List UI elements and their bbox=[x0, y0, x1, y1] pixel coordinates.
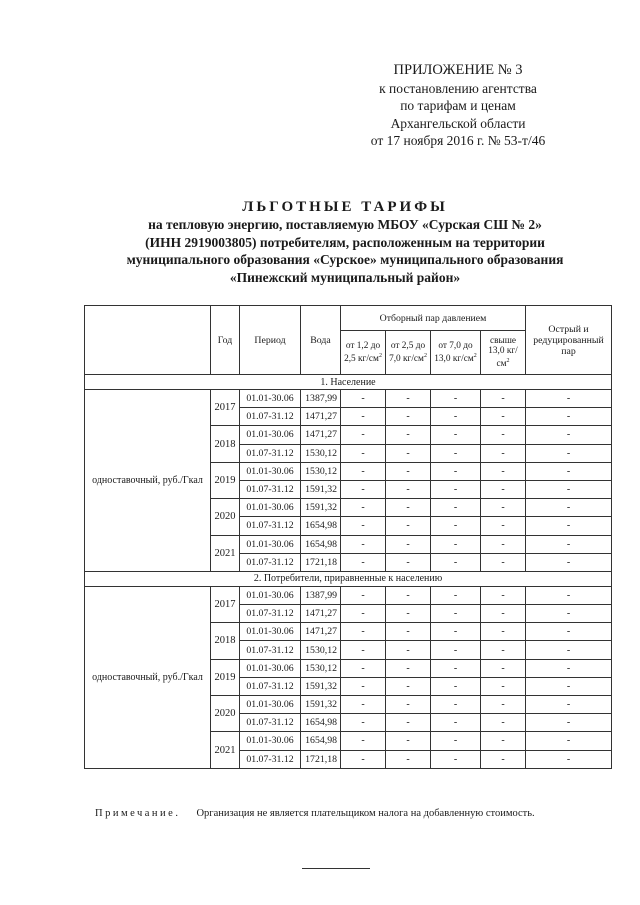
appendix-line: к постановлению агентства bbox=[379, 80, 537, 96]
steam-2-value: - bbox=[386, 750, 431, 768]
year-cell: 2021 bbox=[211, 535, 240, 571]
period-cell: 01.01-30.06 bbox=[240, 659, 301, 677]
period-cell: 01.01-30.06 bbox=[240, 732, 301, 750]
tariff-body bbox=[85, 375, 612, 769]
steam-2-value: - bbox=[386, 659, 431, 677]
header-period: Период bbox=[240, 306, 301, 375]
steam-2-value: - bbox=[386, 696, 431, 714]
period-cell: 01.07-31.12 bbox=[240, 517, 301, 535]
steam-1-value: - bbox=[341, 714, 386, 732]
steam-3-value: - bbox=[431, 714, 481, 732]
steam-1-value: - bbox=[341, 696, 386, 714]
period-cell: 01.01-30.06 bbox=[240, 696, 301, 714]
sharp-steam-value: - bbox=[526, 714, 612, 732]
steam-4-value: - bbox=[481, 444, 526, 462]
sharp-steam-value: - bbox=[526, 499, 612, 517]
note-text: Организация не является плательщиком налога на добавленную стоимость. bbox=[196, 808, 535, 819]
sharp-steam-value: - bbox=[526, 535, 612, 553]
section-title: 2. Потребители, приравненные к населению bbox=[85, 571, 612, 586]
steam-3-value: - bbox=[431, 408, 481, 426]
period-cell: 01.07-31.12 bbox=[240, 605, 301, 623]
steam-1-value: - bbox=[341, 553, 386, 571]
header-steam-1-text: от 1,2 до 2,5 кг/см bbox=[344, 340, 381, 365]
water-value: 1530,12 bbox=[301, 444, 341, 462]
steam-2-value: - bbox=[386, 714, 431, 732]
steam-4-value: - bbox=[481, 499, 526, 517]
sharp-steam-value: - bbox=[526, 517, 612, 535]
sharp-steam-value: - bbox=[526, 750, 612, 768]
steam-1-value: - bbox=[341, 750, 386, 768]
sharp-steam-value: - bbox=[526, 553, 612, 571]
steam-3-value: - bbox=[431, 390, 481, 408]
table-row bbox=[85, 586, 612, 604]
steam-3-value: - bbox=[431, 535, 481, 553]
header-sharp-steam: Острый и редуцированный пар bbox=[526, 306, 612, 375]
title-line: муниципального образования «Сурское» муниципального образования bbox=[126, 252, 564, 267]
water-value: 1591,32 bbox=[301, 499, 341, 517]
title-heading: ЛЬГОТНЫЕ ТАРИФЫ bbox=[242, 199, 448, 215]
year-cell: 2018 bbox=[211, 623, 240, 659]
period-cell: 01.07-31.12 bbox=[240, 553, 301, 571]
steam-3-value: - bbox=[431, 462, 481, 480]
year-cell: 2018 bbox=[211, 426, 240, 462]
year-cell: 2020 bbox=[211, 499, 240, 535]
steam-3-value: - bbox=[431, 605, 481, 623]
steam-2-value: - bbox=[386, 732, 431, 750]
steam-1-value: - bbox=[341, 586, 386, 604]
period-cell: 01.07-31.12 bbox=[240, 480, 301, 498]
superscript: 2 bbox=[506, 357, 510, 364]
steam-1-value: - bbox=[341, 677, 386, 695]
section-title: 1. Население bbox=[85, 375, 612, 390]
sharp-steam-value: - bbox=[526, 426, 612, 444]
signature-line bbox=[302, 868, 370, 869]
steam-4-value: - bbox=[481, 641, 526, 659]
sharp-steam-value: - bbox=[526, 677, 612, 695]
steam-1-value: - bbox=[341, 535, 386, 553]
steam-1-value: - bbox=[341, 390, 386, 408]
water-value: 1387,99 bbox=[301, 390, 341, 408]
steam-2-value: - bbox=[386, 677, 431, 695]
steam-3-value: - bbox=[431, 641, 481, 659]
steam-2-value: - bbox=[386, 480, 431, 498]
header-steam-group: Отборный пар давлением bbox=[341, 306, 526, 331]
steam-3-value: - bbox=[431, 480, 481, 498]
steam-2-value: - bbox=[386, 408, 431, 426]
period-cell: 01.01-30.06 bbox=[240, 426, 301, 444]
steam-1-value: - bbox=[341, 408, 386, 426]
steam-4-value: - bbox=[481, 408, 526, 426]
steam-1-value: - bbox=[341, 480, 386, 498]
document-title bbox=[80, 198, 610, 286]
sharp-steam-value: - bbox=[526, 390, 612, 408]
steam-2-value: - bbox=[386, 390, 431, 408]
steam-2-value: - bbox=[386, 517, 431, 535]
steam-4-value: - bbox=[481, 623, 526, 641]
sharp-steam-value: - bbox=[526, 605, 612, 623]
period-cell: 01.07-31.12 bbox=[240, 444, 301, 462]
header-steam-3-text: от 7,0 до 13,0 кг/см bbox=[434, 340, 474, 365]
appendix-date: от 17 ноября 2016 г. № 53-т/46 bbox=[370, 133, 546, 148]
steam-1-value: - bbox=[341, 605, 386, 623]
steam-2-value: - bbox=[386, 535, 431, 553]
steam-4-value: - bbox=[481, 696, 526, 714]
sharp-steam-value: - bbox=[526, 641, 612, 659]
water-value: 1654,98 bbox=[301, 517, 341, 535]
water-value: 1471,27 bbox=[301, 408, 341, 426]
steam-3-value: - bbox=[431, 659, 481, 677]
steam-3-value: - bbox=[431, 623, 481, 641]
header-steam-3 bbox=[431, 331, 481, 375]
tariff-table bbox=[84, 305, 612, 769]
steam-3-value: - bbox=[431, 696, 481, 714]
water-value: 1530,12 bbox=[301, 462, 341, 480]
period-cell: 01.01-30.06 bbox=[240, 390, 301, 408]
period-cell: 01.07-31.12 bbox=[240, 408, 301, 426]
water-value: 1591,32 bbox=[301, 677, 341, 695]
appendix-number: ПРИЛОЖЕНИЕ № 3 bbox=[393, 62, 523, 78]
water-value: 1387,99 bbox=[301, 586, 341, 604]
period-cell: 01.07-31.12 bbox=[240, 714, 301, 732]
water-value: 1530,12 bbox=[301, 641, 341, 659]
title-line: (ИНН 2919003805) потребителям, расположенным на территории bbox=[145, 234, 545, 250]
steam-1-value: - bbox=[341, 426, 386, 444]
steam-4-value: - bbox=[481, 750, 526, 768]
water-value: 1654,98 bbox=[301, 535, 341, 553]
steam-2-value: - bbox=[386, 426, 431, 444]
tariff-type-label: одноставочный, руб./Гкал bbox=[85, 390, 211, 572]
steam-2-value: - bbox=[386, 623, 431, 641]
period-cell: 01.07-31.12 bbox=[240, 750, 301, 768]
header-steam-2-text: от 2,5 до 7,0 кг/см bbox=[389, 340, 426, 365]
water-value: 1721,18 bbox=[301, 553, 341, 571]
steam-4-value: - bbox=[481, 553, 526, 571]
water-value: 1471,27 bbox=[301, 426, 341, 444]
superscript: 2 bbox=[423, 352, 427, 359]
steam-4-value: - bbox=[481, 480, 526, 498]
steam-1-value: - bbox=[341, 659, 386, 677]
steam-3-value: - bbox=[431, 553, 481, 571]
tariff-type-label: одноставочный, руб./Гкал bbox=[85, 586, 211, 768]
steam-1-value: - bbox=[341, 517, 386, 535]
year-cell: 2019 bbox=[211, 462, 240, 498]
steam-1-value: - bbox=[341, 462, 386, 480]
section-row bbox=[85, 375, 612, 390]
steam-4-value: - bbox=[481, 732, 526, 750]
water-value: 1471,27 bbox=[301, 623, 341, 641]
steam-1-value: - bbox=[341, 641, 386, 659]
sharp-steam-value: - bbox=[526, 586, 612, 604]
period-cell: 01.01-30.06 bbox=[240, 535, 301, 553]
steam-4-value: - bbox=[481, 426, 526, 444]
year-cell: 2020 bbox=[211, 696, 240, 732]
steam-3-value: - bbox=[431, 750, 481, 768]
header-empty bbox=[85, 306, 211, 375]
period-cell: 01.01-30.06 bbox=[240, 623, 301, 641]
steam-2-value: - bbox=[386, 499, 431, 517]
header-year: Год bbox=[211, 306, 240, 375]
water-value: 1654,98 bbox=[301, 714, 341, 732]
steam-4-value: - bbox=[481, 714, 526, 732]
steam-3-value: - bbox=[431, 586, 481, 604]
steam-3-value: - bbox=[431, 499, 481, 517]
steam-2-value: - bbox=[386, 586, 431, 604]
header-steam-1 bbox=[341, 331, 386, 375]
table-row bbox=[85, 390, 612, 408]
steam-3-value: - bbox=[431, 426, 481, 444]
steam-4-value: - bbox=[481, 535, 526, 553]
water-value: 1654,98 bbox=[301, 732, 341, 750]
steam-4-value: - bbox=[481, 390, 526, 408]
period-cell: 01.01-30.06 bbox=[240, 499, 301, 517]
steam-4-value: - bbox=[481, 605, 526, 623]
steam-2-value: - bbox=[386, 444, 431, 462]
superscript: 2 bbox=[473, 352, 477, 359]
appendix-line: Архангельской области bbox=[390, 115, 526, 131]
sharp-steam-value: - bbox=[526, 732, 612, 750]
steam-3-value: - bbox=[431, 732, 481, 750]
water-value: 1721,18 bbox=[301, 750, 341, 768]
steam-3-value: - bbox=[431, 677, 481, 695]
sharp-steam-value: - bbox=[526, 623, 612, 641]
steam-4-value: - bbox=[481, 586, 526, 604]
steam-4-value: - bbox=[481, 677, 526, 695]
steam-3-value: - bbox=[431, 444, 481, 462]
sharp-steam-value: - bbox=[526, 408, 612, 426]
section-row bbox=[85, 571, 612, 586]
steam-1-value: - bbox=[341, 732, 386, 750]
year-cell: 2017 bbox=[211, 390, 240, 426]
note-label: Примечание. bbox=[95, 808, 181, 819]
sharp-steam-value: - bbox=[526, 462, 612, 480]
steam-4-value: - bbox=[481, 462, 526, 480]
year-cell: 2017 bbox=[211, 586, 240, 622]
water-value: 1530,12 bbox=[301, 659, 341, 677]
steam-1-value: - bbox=[341, 623, 386, 641]
sharp-steam-value: - bbox=[526, 480, 612, 498]
period-cell: 01.07-31.12 bbox=[240, 641, 301, 659]
appendix-line: по тарифам и ценам bbox=[400, 98, 516, 113]
year-cell: 2019 bbox=[211, 659, 240, 695]
period-cell: 01.01-30.06 bbox=[240, 586, 301, 604]
water-value: 1591,32 bbox=[301, 696, 341, 714]
header-steam-4-text: свыше 13,0 кг/см bbox=[488, 335, 518, 370]
steam-2-value: - bbox=[386, 462, 431, 480]
steam-3-value: - bbox=[431, 517, 481, 535]
title-line: «Пинежский муниципальный район» bbox=[229, 269, 461, 285]
note bbox=[95, 808, 615, 819]
steam-4-value: - bbox=[481, 659, 526, 677]
sharp-steam-value: - bbox=[526, 696, 612, 714]
steam-1-value: - bbox=[341, 444, 386, 462]
sharp-steam-value: - bbox=[526, 444, 612, 462]
header-steam-4 bbox=[481, 331, 526, 375]
period-cell: 01.01-30.06 bbox=[240, 462, 301, 480]
header-water: Вода bbox=[301, 306, 341, 375]
title-line: на тепловую энергию, поставляемую МБОУ «Сурская СШ № 2» bbox=[148, 217, 542, 232]
steam-4-value: - bbox=[481, 517, 526, 535]
steam-2-value: - bbox=[386, 553, 431, 571]
header-steam-2 bbox=[386, 331, 431, 375]
water-value: 1591,32 bbox=[301, 480, 341, 498]
sharp-steam-value: - bbox=[526, 659, 612, 677]
period-cell: 01.07-31.12 bbox=[240, 677, 301, 695]
steam-1-value: - bbox=[341, 499, 386, 517]
superscript: 2 bbox=[378, 352, 382, 359]
steam-2-value: - bbox=[386, 605, 431, 623]
appendix-block bbox=[338, 62, 578, 150]
water-value: 1471,27 bbox=[301, 605, 341, 623]
year-cell: 2021 bbox=[211, 732, 240, 768]
steam-2-value: - bbox=[386, 641, 431, 659]
